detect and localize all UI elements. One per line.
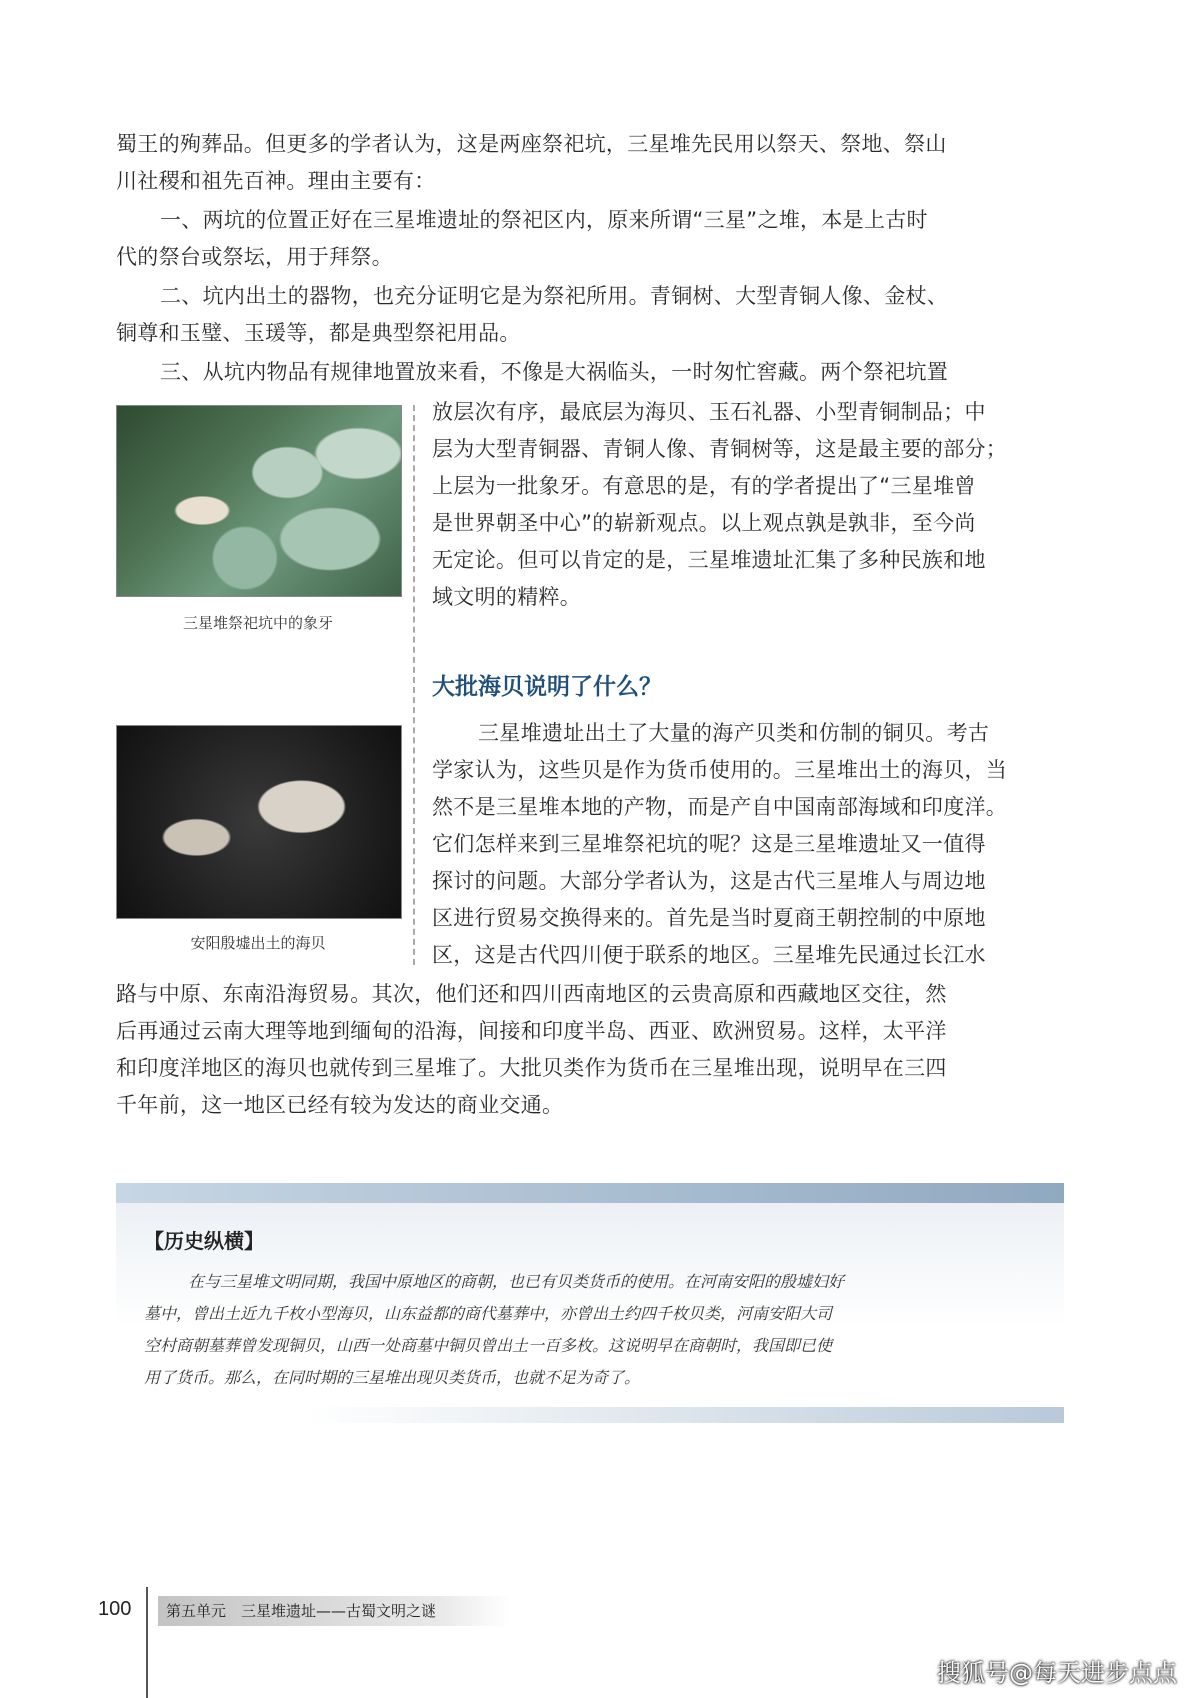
sidebar-line: 在与三星堆文明同期，我国中原地区的商朝，也已有贝类货币的使用。在河南安阳的殷墟妇好: [188, 1272, 845, 1291]
body-line: 是世界朝圣中心”的崭新观点。以上观点孰是孰非，至今尚: [432, 511, 976, 535]
body-line: 区进行贸易交换得来的。首先是当时夏商王朝控制的中原地: [432, 906, 986, 930]
body-line: 一、两坑的位置正好在三星堆遗址的祭祀区内，原来所谓“三星”之堆，本是上古时: [160, 208, 928, 232]
footer-rule: [146, 1587, 148, 1698]
column-divider: [413, 405, 415, 965]
sidebar-top-bar: [116, 1183, 1064, 1203]
body-line: 探讨的问题。大部分学者认为，这是古代三星堆人与周边地: [432, 869, 986, 893]
body-line: 和印度洋地区的海贝也就传到三星堆了。大批贝类作为货币在三星堆出现，说明早在三四: [116, 1056, 947, 1080]
sidebar-line: 空村商朝墓葬曾发现铜贝，山西一处商墓中铜贝曾出土一百多枚。这说明早在商朝时，我国即已使: [144, 1336, 833, 1355]
body-line: 层为大型青铜器、青铜人像、青铜树等，这是最主要的部分；: [432, 437, 1008, 461]
body-line: 它们怎样来到三星堆祭祀坑的呢？这是三星堆遗址又一值得: [432, 832, 986, 856]
body-line: 代的祭台或祭坛，用于拜祭。: [116, 245, 393, 269]
body-line: 无定论。但可以肯定的是，三星堆遗址汇集了多种民族和地: [432, 548, 986, 572]
body-line: 域文明的精粹。: [432, 585, 582, 609]
body-line: 三星堆遗址出土了大量的海产贝类和仿制的铜贝。考古: [478, 721, 990, 745]
seashell-caption: 安阳殷墟出土的海贝: [190, 934, 326, 952]
history-sidebar: [116, 1183, 1064, 1423]
body-line: 千年前，这一地区已经有较为发达的商业交通。: [116, 1093, 564, 1117]
seashell-photo: [116, 725, 402, 919]
section-heading: 大批海贝说明了什么？: [432, 674, 662, 700]
sidebar-line: 墓中，曾出土近九千枚小型海贝，山东益都的商代墓葬中，亦曾出土约四千枚贝类，河南安阳大司: [144, 1304, 833, 1323]
body-line: 后再通过云南大理等地到缅甸的沿海，间接和印度半岛、西亚、欧洲贸易。这样，太平洋: [116, 1019, 947, 1043]
sidebar-line: 用了货币。那么，在同时期的三星堆出现贝类货币，也就不足为奇了。: [144, 1368, 641, 1387]
body-line: 放层次有序，最底层为海贝、玉石礼器、小型青铜制品；中: [432, 400, 986, 424]
ivory-caption: 三星堆祭祀坑中的象牙: [182, 614, 333, 632]
ivory-photo: [116, 405, 402, 597]
body-line: 铜尊和玉璧、玉瑗等，都是典型祭祀用品。: [116, 321, 521, 345]
body-line: 二、坑内出土的器物，也充分证明它是为祭祀所用。青铜树、大型青铜人像、金杖、: [160, 284, 949, 308]
body-line: 上层为一批象牙。有意思的是，有的学者提出了“三星堆曾: [432, 474, 976, 498]
sidebar-label: 【历史纵横】: [144, 1229, 264, 1253]
watermark: 搜狐号@每天进步点点: [937, 1659, 1177, 1687]
body-line: 蜀王的殉葬品。但更多的学者认为，这是两座祭祀坑，三星堆先民用以祭天、祭地、祭山: [116, 132, 947, 156]
body-line: 区，这是古代四川便于联系的地区。三星堆先民通过长江水: [432, 943, 986, 967]
body-line: 学家认为，这些贝是作为货币使用的。三星堆出土的海贝，当: [432, 758, 1008, 782]
running-head: 第五单元 三星堆遗址——古蜀文明之谜: [158, 1596, 510, 1626]
page-number: 100: [98, 1598, 132, 1620]
body-line: 路与中原、东南沿海贸易。其次，他们还和四川西南地区的云贵高原和西藏地区交往，然: [116, 982, 947, 1006]
body-line: 然不是三星堆本地的产物，而是产自中国南部海域和印度洋。: [432, 795, 1008, 819]
body-line: 川社稷和祖先百神。理由主要有：: [116, 169, 436, 193]
body-line: 三、从坑内物品有规律地置放来看，不像是大祸临头，一时匆忙窖藏。两个祭祀坑置: [160, 360, 949, 384]
sidebar-bottom-bar: [116, 1407, 1064, 1423]
